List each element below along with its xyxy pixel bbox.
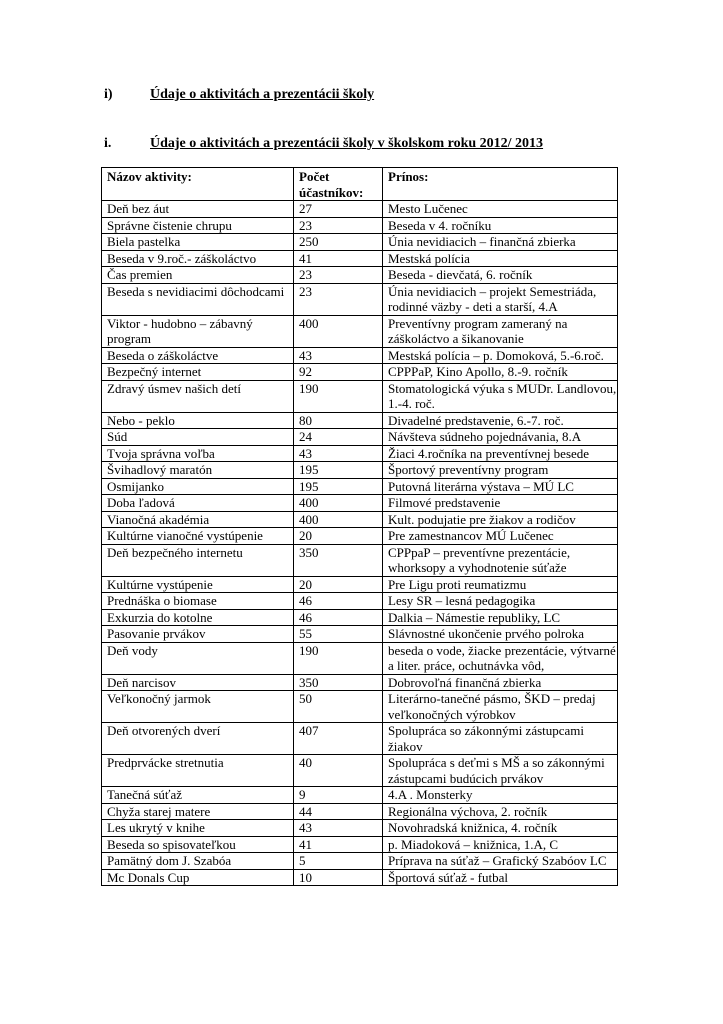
cell-benefit: Beseda - dievčatá, 6. ročník <box>383 267 618 284</box>
cell-participant-count: 46 <box>294 593 383 610</box>
table-row <box>102 820 618 837</box>
cell-activity-name: Správne čistenie chrupu <box>102 217 294 234</box>
cell-participant-count: 20 <box>294 528 383 545</box>
cell-participant-count: 43 <box>294 445 383 462</box>
table-body <box>102 201 618 886</box>
cell-participant-count: 43 <box>294 820 383 837</box>
table-row <box>102 283 618 315</box>
cell-activity-name: Nebo - peklo <box>102 412 294 429</box>
table-row <box>102 642 618 674</box>
cell-participant-count: 43 <box>294 347 383 364</box>
table-row <box>102 234 618 251</box>
table-row <box>102 462 618 479</box>
cell-participant-count: 20 <box>294 576 383 593</box>
cell-benefit: Slávnostné ukončenie prvého polroka <box>383 626 618 643</box>
cell-activity-name: Tvoja správna voľba <box>102 445 294 462</box>
cell-participant-count: 9 <box>294 787 383 804</box>
cell-activity-name: Deň otvorených dverí <box>102 723 294 755</box>
cell-activity-name: Beseda s nevidiacimi dôchodcami <box>102 283 294 315</box>
cell-participant-count: 55 <box>294 626 383 643</box>
cell-benefit: 4.A . Monsterky <box>383 787 618 804</box>
table-row <box>102 755 618 787</box>
cell-benefit: Dobrovoľná finančná zbierka <box>383 674 618 691</box>
cell-benefit: Stomatologická výuka s MUDr. Landlovou, 1.-4. roč. <box>383 380 618 412</box>
cell-participant-count: 46 <box>294 609 383 626</box>
table-row <box>102 723 618 755</box>
cell-activity-name: Exkurzia do kotolne <box>102 609 294 626</box>
cell-participant-count: 400 <box>294 315 383 347</box>
table-row <box>102 380 618 412</box>
subsection-title: Údaje o aktivitách a prezentácii školy v školskom roku 2012/ 2013 <box>150 136 544 151</box>
table-row <box>102 853 618 870</box>
table-row <box>102 315 618 347</box>
cell-benefit: Žiaci 4.ročníka na preventívnej besede <box>383 445 618 462</box>
cell-participant-count: 407 <box>294 723 383 755</box>
header-participant-count: Počet účastníkov: <box>294 168 383 201</box>
section-title: Údaje o aktivitách a prezentácii školy <box>150 87 375 102</box>
cell-activity-name: Bezpečný internet <box>102 364 294 381</box>
cell-participant-count: 44 <box>294 803 383 820</box>
table-row <box>102 495 618 512</box>
cell-participant-count: 195 <box>294 462 383 479</box>
cell-participant-count: 23 <box>294 217 383 234</box>
cell-participant-count: 190 <box>294 380 383 412</box>
cell-activity-name: Deň narcisov <box>102 674 294 691</box>
table-row <box>102 544 618 576</box>
cell-participant-count: 23 <box>294 267 383 284</box>
cell-participant-count: 350 <box>294 674 383 691</box>
cell-participant-count: 400 <box>294 495 383 512</box>
cell-activity-name: Deň bez áut <box>102 201 294 218</box>
cell-participant-count: 190 <box>294 642 383 674</box>
cell-activity-name: Kultúrne vystúpenie <box>102 576 294 593</box>
cell-participant-count: 92 <box>294 364 383 381</box>
cell-benefit: Lesy SR – lesná pedagogika <box>383 593 618 610</box>
table-row <box>102 478 618 495</box>
activities-table <box>101 167 618 886</box>
cell-benefit: Regionálna výchova, 2. ročník <box>383 803 618 820</box>
cell-participant-count: 27 <box>294 201 383 218</box>
table-row <box>102 593 618 610</box>
cell-benefit: Spolupráca so zákonnými zástupcami žiakov <box>383 723 618 755</box>
cell-activity-name: Predprvácke stretnutia <box>102 755 294 787</box>
cell-activity-name: Deň bezpečného internetu <box>102 544 294 576</box>
cell-benefit: CPPPaP, Kino Apollo, 8.-9. ročník <box>383 364 618 381</box>
cell-benefit: Divadelné predstavenie, 6.-7. roč. <box>383 412 618 429</box>
section-number: i) <box>104 87 113 102</box>
table-row <box>102 691 618 723</box>
table-row <box>102 217 618 234</box>
cell-benefit: Kult. podujatie pre žiakov a rodičov <box>383 511 618 528</box>
cell-activity-name: Pamätný dom J. Szabóa <box>102 853 294 870</box>
table-header-row <box>102 168 618 201</box>
table-row <box>102 267 618 284</box>
cell-activity-name: Beseda v 9.roč.- záškoláctvo <box>102 250 294 267</box>
cell-benefit: Filmové predstavenie <box>383 495 618 512</box>
table-row <box>102 364 618 381</box>
cell-participant-count: 40 <box>294 755 383 787</box>
cell-benefit: Príprava na súťaž – Grafický Szabóov LC <box>383 853 618 870</box>
table-row <box>102 511 618 528</box>
cell-activity-name: Beseda so spisovateľkou <box>102 836 294 853</box>
table-row <box>102 201 618 218</box>
cell-activity-name: Veľkonočný jarmok <box>102 691 294 723</box>
cell-participant-count: 195 <box>294 478 383 495</box>
subsection-heading <box>104 136 543 152</box>
table-row <box>102 445 618 462</box>
cell-participant-count: 41 <box>294 836 383 853</box>
cell-activity-name: Viktor - hudobno – zábavný program <box>102 315 294 347</box>
table-row <box>102 250 618 267</box>
cell-activity-name: Čas premien <box>102 267 294 284</box>
cell-activity-name: Vianočná akadémia <box>102 511 294 528</box>
table-row <box>102 412 618 429</box>
cell-activity-name: Tanečná súťaž <box>102 787 294 804</box>
cell-benefit: Mestská polícia <box>383 250 618 267</box>
cell-participant-count: 24 <box>294 429 383 446</box>
table-row <box>102 787 618 804</box>
cell-benefit: Novohradská knižnica, 4. ročník <box>383 820 618 837</box>
table-row <box>102 347 618 364</box>
cell-participant-count: 250 <box>294 234 383 251</box>
cell-activity-name: Doba ľadová <box>102 495 294 512</box>
header-activity-name: Názov aktivity: <box>102 168 294 201</box>
cell-benefit: Športový preventívny program <box>383 462 618 479</box>
table-row <box>102 869 618 886</box>
cell-participant-count: 5 <box>294 853 383 870</box>
cell-activity-name: Les ukrytý v knihe <box>102 820 294 837</box>
cell-benefit: Literárno-tanečné pásmo, ŠKD – predaj veľkonočných výrobkov <box>383 691 618 723</box>
cell-benefit: Beseda v 4. ročníku <box>383 217 618 234</box>
cell-benefit: Pre zamestnancov MÚ Lučenec <box>383 528 618 545</box>
section-heading <box>104 87 374 103</box>
cell-participant-count: 10 <box>294 869 383 886</box>
cell-benefit: Únia nevidiacich – finančná zbierka <box>383 234 618 251</box>
table-row <box>102 429 618 446</box>
cell-benefit: Športová súťaž - futbal <box>383 869 618 886</box>
table-row <box>102 576 618 593</box>
cell-benefit: Pre Ligu proti reumatizmu <box>383 576 618 593</box>
cell-benefit: Návšteva súdneho pojednávania, 8.A <box>383 429 618 446</box>
header-benefit: Prínos: <box>383 168 618 201</box>
cell-activity-name: Kultúrne vianočné vystúpenie <box>102 528 294 545</box>
cell-activity-name: Biela pastelka <box>102 234 294 251</box>
cell-activity-name: Chyža starej matere <box>102 803 294 820</box>
cell-activity-name: Prednáška o biomase <box>102 593 294 610</box>
cell-activity-name: Pasovanie prvákov <box>102 626 294 643</box>
cell-activity-name: Mc Donals Cup <box>102 869 294 886</box>
table-row <box>102 836 618 853</box>
cell-activity-name: Zdravý úsmev našich detí <box>102 380 294 412</box>
cell-participant-count: 400 <box>294 511 383 528</box>
cell-benefit: Spolupráca s deťmi s MŠ a so zákonnými zástupcami budúcich prvákov <box>383 755 618 787</box>
cell-benefit: Putovná literárna výstava – MÚ LC <box>383 478 618 495</box>
subsection-number: i. <box>104 136 112 151</box>
table-row <box>102 626 618 643</box>
cell-benefit: Mesto Lučenec <box>383 201 618 218</box>
cell-activity-name: Súd <box>102 429 294 446</box>
cell-benefit: p. Miadoková – knižnica, 1.A, C <box>383 836 618 853</box>
cell-benefit: Dalkia – Námestie republiky, LC <box>383 609 618 626</box>
cell-benefit: beseda o vode, žiacke prezentácie, výtvarné a liter. práce, ochutnávka vôd, <box>383 642 618 674</box>
cell-participant-count: 23 <box>294 283 383 315</box>
cell-participant-count: 50 <box>294 691 383 723</box>
cell-participant-count: 350 <box>294 544 383 576</box>
cell-participant-count: 41 <box>294 250 383 267</box>
cell-benefit: Únia nevidiacich – projekt Semestriáda, rodinné väzby - deti a starší, 4.A <box>383 283 618 315</box>
cell-benefit: CPPpaP – preventívne prezentácie, whorksopy a vyhodnotenie súťaže <box>383 544 618 576</box>
table-row <box>102 528 618 545</box>
cell-activity-name: Deň vody <box>102 642 294 674</box>
cell-activity-name: Osmijanko <box>102 478 294 495</box>
cell-benefit: Preventívny program zameraný na záškoláctvo a šikanovanie <box>383 315 618 347</box>
cell-participant-count: 80 <box>294 412 383 429</box>
cell-benefit: Mestská polícia – p. Domoková, 5.-6.roč. <box>383 347 618 364</box>
table-row <box>102 674 618 691</box>
cell-activity-name: Švihadlový maratón <box>102 462 294 479</box>
table-row <box>102 609 618 626</box>
table-row <box>102 803 618 820</box>
cell-activity-name: Beseda o záškoláctve <box>102 347 294 364</box>
